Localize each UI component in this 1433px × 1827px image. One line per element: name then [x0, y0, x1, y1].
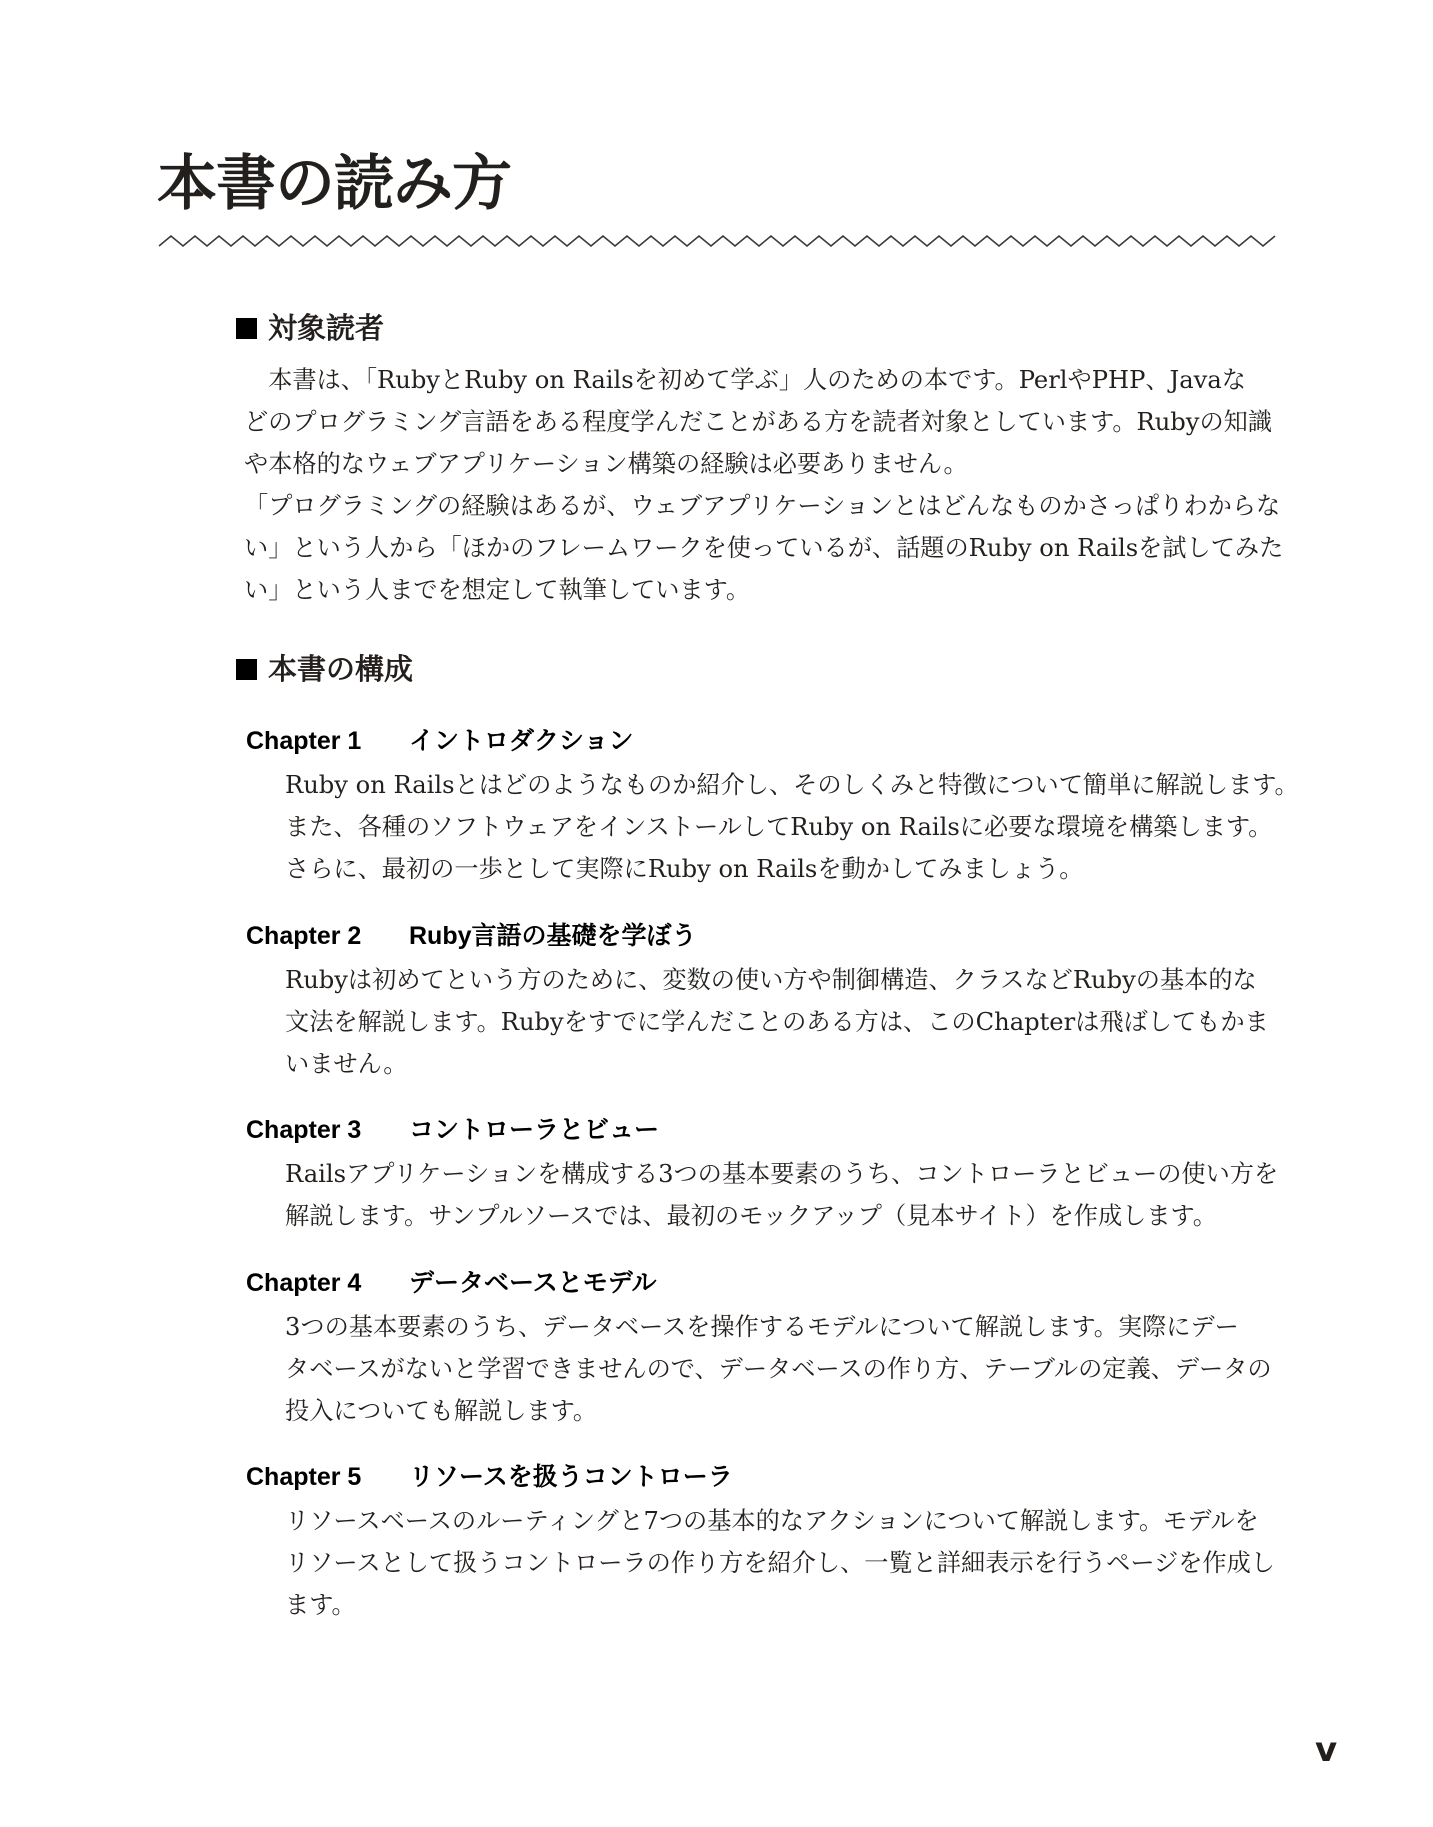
chapter-2-description: [285, 959, 1269, 1085]
chapter-5-heading: [246, 1462, 733, 1492]
text-line: 本書は、「RubyとRuby on Railsを初めて学ぶ」人のための本です。PerlやPHP、Javaな: [244, 366, 1246, 394]
chapter-number: Chapter 4: [246, 1269, 362, 1297]
text-line: ます。: [285, 1591, 356, 1619]
page-number: v: [1315, 1730, 1338, 1770]
text-line: 3つの基本要素のうち、データベースを操作するモデルについて解説します。実際にデー: [285, 1313, 1239, 1341]
text-line: どのプログラミング言語をある程度学んだことがある方を読者対象としています。Rubyの知識: [244, 408, 1273, 436]
chapter-number: Chapter 1: [246, 727, 362, 755]
text-line: や本格的なウェブアプリケーション構築の経験は必要ありません。: [244, 450, 968, 478]
text-line: い」という人から「ほかのフレームワークを使っているが、話題のRuby on Railsを試してみた: [244, 534, 1284, 562]
zigzag-divider: [158, 232, 1278, 250]
chapter-1-heading: [246, 726, 634, 756]
text-line: 文法を解説します。Rubyをすでに学んだことのある方は、このChapterは飛ばしてもかま: [285, 1008, 1269, 1036]
chapter-number: Chapter 5: [246, 1463, 362, 1491]
text-line: リソースベースのルーティングと7つの基本的なアクションについて解説します。モデルを: [285, 1507, 1259, 1535]
chapter-5-description: [285, 1500, 1275, 1626]
section-heading-book-structure: [236, 651, 413, 687]
text-line: 投入についても解説します。: [285, 1397, 598, 1425]
text-line: い」という人までを想定して執筆しています。: [244, 576, 751, 604]
chapter-title: Ruby言語の基礎を学ぼう: [409, 922, 697, 950]
target-readers-paragraph-2: [244, 485, 1283, 611]
page-title: 本書の読み方: [157, 149, 511, 219]
section-heading-text: 本書の構成: [268, 652, 414, 686]
chapter-title: イントロダクション: [409, 727, 634, 755]
section-heading-target-readers: [236, 310, 384, 346]
chapter-4-description: [285, 1306, 1272, 1432]
text-line: 「プログラミングの経験はあるが、ウェブアプリケーションとはどんなものかさっぱりわからな: [244, 492, 1281, 520]
text-line: いません。: [285, 1050, 408, 1078]
chapter-1-description: [285, 764, 1299, 890]
text-line: リソースとして扱うコントローラの作り方を紹介し、一覧と詳細表示を行うページを作成し: [285, 1549, 1275, 1577]
chapter-number: Chapter 3: [246, 1116, 362, 1144]
chapter-title: リソースを扱うコントローラ: [409, 1463, 733, 1491]
square-bullet-icon: [236, 318, 257, 339]
chapter-number: Chapter 2: [246, 922, 362, 950]
chapter-3-description: [285, 1153, 1278, 1237]
square-bullet-icon: [236, 659, 257, 680]
text-line: Ruby on Railsとはどのようなものか紹介し、そのしくみと特徴について簡単に解説します。: [285, 771, 1299, 799]
chapter-4-heading: [246, 1268, 657, 1298]
zigzag-line: [159, 236, 1275, 246]
text-line: 解説します。サンプルソースでは、最初のモックアップ（見本サイト）を作成します。: [285, 1202, 1217, 1230]
text-line: タベースがないと学習できませんので、データベースの作り方、テーブルの定義、データの: [285, 1355, 1272, 1383]
text-line: また、各種のソフトウェアをインストールしてRuby on Railsに必要な環境を構築します。: [285, 813, 1273, 841]
chapter-title: データベースとモデル: [409, 1269, 657, 1297]
chapter-3-heading: [246, 1115, 659, 1145]
text-line: Railsアプリケーションを構成する3つの基本要素のうち、コントローラとビューの使い方を: [285, 1160, 1279, 1188]
chapter-2-heading: [246, 921, 697, 951]
chapter-title: コントローラとビュー: [409, 1116, 660, 1144]
text-line: さらに、最初の一歩として実際にRuby on Railsを動かしてみましょう。: [285, 855, 1084, 883]
target-readers-paragraph-1: [244, 359, 1272, 485]
section-heading-text: 対象読者: [268, 311, 385, 345]
text-line: Rubyは初めてという方のために、変数の使い方や制御構造、クラスなどRubyの基本的な: [285, 966, 1257, 994]
